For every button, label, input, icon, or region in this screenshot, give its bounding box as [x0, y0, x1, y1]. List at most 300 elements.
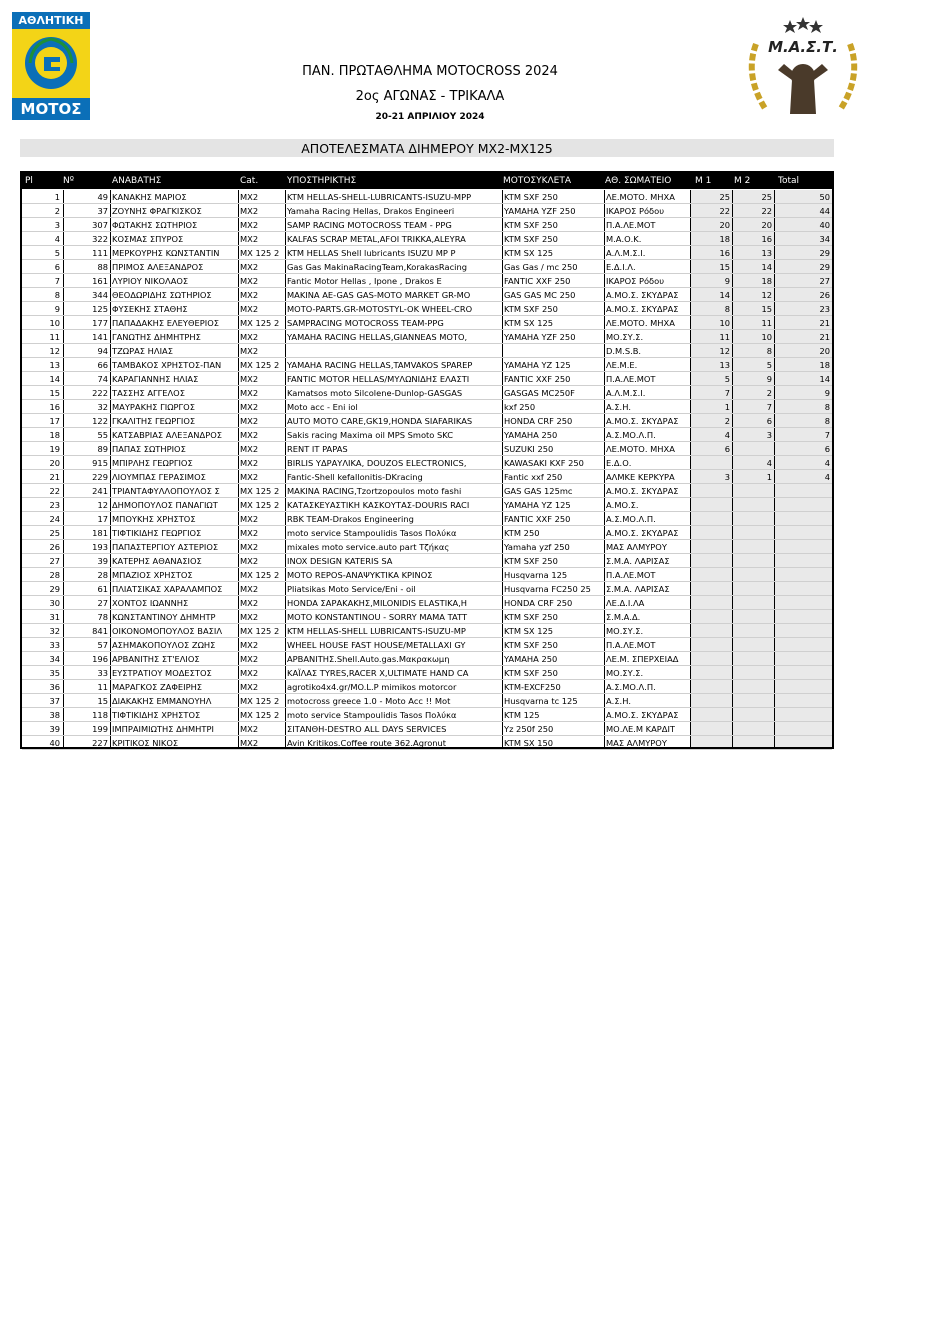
cell-m1: 18 — [719, 234, 730, 244]
cell-club: Α.Σ.Η. — [606, 402, 632, 412]
cell-rider: ΤΖΩΡΑΣ ΗΛΙΑΣ — [112, 346, 173, 356]
col-sponsor: ΥΠΟΣΤΗΡΙΚΤΗΣ — [287, 176, 357, 186]
cell-category: MX2 — [240, 234, 259, 244]
cell-number: 227 — [92, 738, 108, 748]
col-m2: M 2 — [734, 176, 751, 186]
cell-club: Σ.Μ.Α. ΛΑΡΙΣΑΣ — [606, 556, 670, 566]
table-row — [22, 372, 832, 386]
cell-rider: ΜΠΟΥΚΗΣ ΧΡΗΣΤΟΣ — [112, 514, 196, 524]
cell-rider: ΜΠΙΡΛΗΣ ΓΕΩΡΓΙΟΣ — [112, 458, 193, 468]
cell-sponsor: Moto acc - Eni iol — [287, 402, 358, 412]
table-row — [22, 316, 832, 330]
cell-rider: ΠΑΠΑΣ ΣΩΤΗΡΙΟΣ — [112, 444, 186, 454]
cell-number: 915 — [92, 458, 108, 468]
cell-m1: 20 — [719, 220, 730, 230]
cell-category: MX 125 2 — [240, 626, 280, 636]
cell-category: MX2 — [240, 290, 259, 300]
cell-pl: 34 — [49, 654, 60, 664]
cell-rider: ΤΡΙΑΝΤΑΦΥΛΛΟΠΟΥΛΟΣ Σ — [112, 486, 220, 496]
cell-category: MX2 — [240, 738, 259, 748]
cell-total: 23 — [819, 304, 830, 314]
cell-m2: 7 — [766, 402, 772, 412]
cell-sponsor: MAKINA RACING,Tzortzopoulos moto fashi — [287, 486, 462, 496]
cell-sponsor: moto service Stampoulidis Tasos Πολύκα — [287, 528, 457, 538]
cell-club: Π.Α.ΛΕ.ΜΟΤ — [606, 374, 656, 384]
cell-club: Α.ΜΟ.Σ. ΣΚΥΔΡΑΣ — [606, 486, 679, 496]
cell-total: 8 — [824, 416, 830, 426]
cell-pl: 38 — [49, 710, 60, 720]
cell-number: 89 — [97, 444, 108, 454]
cell-m2: 12 — [761, 290, 772, 300]
logo-top-text: ΑΘΛΗΤΙΚΗ — [12, 12, 90, 29]
cell-sponsor: motocross greece 1.0 - Moto Acc !! Mot — [287, 696, 451, 706]
cell-category: MX2 — [240, 192, 259, 202]
cell-number: 12 — [97, 500, 108, 510]
cell-motorcycle: YAMAHA YZF 250 — [504, 206, 576, 216]
cell-category: MX2 — [240, 584, 259, 594]
cell-motorcycle: Husqvarna 125 — [504, 570, 568, 580]
cell-category: MX2 — [240, 640, 259, 650]
cell-club: ΛΕ.Δ.Ι.ΛΑ — [606, 598, 645, 608]
cell-club: Α.ΜΟ.Σ. — [606, 500, 639, 510]
cell-motorcycle: Husqvarna tc 125 — [504, 696, 578, 706]
cell-category: MX2 — [240, 514, 259, 524]
cell-category: MX2 — [240, 528, 259, 538]
cell-total: 50 — [819, 192, 830, 202]
cell-category: MX2 — [240, 612, 259, 622]
table-row — [22, 708, 832, 722]
table-row — [22, 652, 832, 666]
cell-category: MX 125 2 — [240, 360, 280, 370]
col-club: ΑΘ. ΣΩΜΑΤΕΙΟ — [605, 176, 672, 186]
cell-m2: 5 — [766, 360, 772, 370]
cell-pl: 5 — [54, 248, 60, 258]
col-category: Cat. — [240, 176, 259, 186]
cell-club: ΜΟ.ΣΥ.Σ. — [606, 626, 644, 636]
cell-motorcycle: KTM SXF 250 — [504, 640, 558, 650]
cell-club: ΜΑΣ ΑΛΜΥΡΟΥ — [606, 738, 667, 748]
cell-pl: 12 — [49, 346, 60, 356]
cell-m1: 1 — [724, 402, 730, 412]
ams-logo — [12, 12, 90, 120]
cell-club: ΜΑΣ ΑΛΜΥΡΟΥ — [606, 542, 667, 552]
cell-motorcycle: KAWASAKI KXF 250 — [504, 458, 584, 468]
cell-m2: 9 — [766, 374, 772, 384]
cell-rider: ΜΕΡΚΟΥΡΗΣ ΚΩΝΣΤΑΝΤΙΝ — [112, 248, 220, 258]
cell-total: 29 — [819, 248, 830, 258]
cell-number: 196 — [92, 654, 108, 664]
cell-m2: 22 — [761, 206, 772, 216]
cell-category: MX2 — [240, 206, 259, 216]
cell-rider: ΦΩΤΑΚΗΣ ΣΩΤΗΡΙΟΣ — [112, 220, 198, 230]
cell-rider: ΔΙΑΚΑΚΗΣ ΕΜΜΑΝΟΥΗΛ — [112, 696, 212, 706]
cell-m1: 7 — [724, 388, 730, 398]
cell-motorcycle: KTM SX 150 — [504, 738, 554, 748]
cell-number: 161 — [92, 276, 108, 286]
cell-motorcycle: GAS GAS 125mc — [504, 486, 573, 496]
cell-pl: 17 — [49, 416, 60, 426]
cell-total: 4 — [824, 472, 830, 482]
cell-category: MX 125 2 — [240, 318, 280, 328]
cell-rider: ΠΛΙΑΤΣΙΚΑΣ ΧΑΡΑΛΑΜΠΟΣ — [112, 584, 223, 594]
cell-club: ΑΛΜΚΕ ΚΕΡΚΥΡΑ — [606, 472, 675, 482]
cell-category: MX 125 2 — [240, 248, 280, 258]
cell-m1: 12 — [719, 346, 730, 356]
cell-sponsor: Fantic-Shell kefallonitis-DKracing — [287, 472, 423, 482]
cell-motorcycle: KTM SXF 250 — [504, 234, 558, 244]
cell-m1: 14 — [719, 290, 730, 300]
cell-m2: 4 — [766, 458, 772, 468]
cell-club: Π.Α.ΛΕ.ΜΟΤ — [606, 570, 656, 580]
cell-number: 33 — [97, 668, 108, 678]
cell-m2: 14 — [761, 262, 772, 272]
table-row — [22, 512, 832, 526]
table-row — [22, 610, 832, 624]
cell-pl: 3 — [54, 220, 60, 230]
cell-motorcycle: KTM 125 — [504, 710, 540, 720]
col-pl: Pl — [25, 176, 33, 186]
cell-pl: 30 — [49, 598, 60, 608]
cell-rider: ΘΕΟΔΩΡΙΔΗΣ ΣΩΤΗΡΙΟΣ — [112, 290, 212, 300]
table-row — [22, 736, 832, 750]
cell-pl: 28 — [49, 570, 60, 580]
cell-rider: ΟΙΚΟΝΟΜΟΠΟΥΛΟΣ ΒΑΣΙΛ — [112, 626, 223, 636]
table-header — [22, 173, 832, 189]
col-number: Nº — [63, 176, 74, 186]
table-row — [22, 540, 832, 554]
cell-category: MX2 — [240, 542, 259, 552]
cell-pl: 18 — [49, 430, 60, 440]
table-row — [22, 330, 832, 344]
cell-rider: ΤΙΦΤΙΚΙΔΗΣ ΧΡΗΣΤΟΣ — [112, 710, 201, 720]
cell-rider: ΠΑΠΑΣΤΕΡΓΙΟΥ ΑΣΤΕΡΙΟΣ — [112, 542, 219, 552]
race-subtitle: 2ος ΑΓΩΝΑΣ - ΤΡΙΚΑΛΑ — [355, 89, 505, 104]
cell-m2: 3 — [766, 430, 772, 440]
cell-motorcycle: HONDA CRF 250 — [504, 416, 573, 426]
cell-club: Α.Σ.Η. — [606, 696, 632, 706]
col-total: Total — [778, 176, 800, 186]
cell-sponsor: SAMP RACING MOTOCROSS TEAM - PPG — [287, 220, 452, 230]
cell-number: 141 — [92, 332, 108, 342]
cell-club: Π.Α.ΛΕ.ΜΟΤ — [606, 220, 656, 230]
cell-pl: 39 — [49, 724, 60, 734]
cell-pl: 24 — [49, 514, 60, 524]
cell-pl: 35 — [49, 668, 60, 678]
cell-number: 49 — [97, 192, 108, 202]
cell-motorcycle: Yamaha yzf 250 — [504, 542, 570, 552]
table-row — [22, 204, 832, 218]
cell-rider: ΚΑΤΕΡΗΣ ΑΘΑΝΑΣΙΟΣ — [112, 556, 202, 566]
cell-club: Σ.Μ.Α.Δ. — [606, 612, 641, 622]
table-row — [22, 680, 832, 694]
cell-club: Α.Λ.Μ.Σ.Ι. — [606, 388, 646, 398]
table-row — [22, 666, 832, 680]
cell-club: Α.Λ.Μ.Σ.Ι. — [606, 248, 646, 258]
cell-motorcycle: Yz 250f 250 — [504, 724, 554, 734]
cell-club: ΛΕ.Μ.Ε. — [606, 360, 638, 370]
cell-rider: ΠΑΠΑΔΑΚΗΣ ΕΛΕΥΘΕΡΙΟΣ — [112, 318, 219, 328]
cell-sponsor: Avin Kritikos.Coffee route 362.Agronut — [287, 738, 447, 748]
cell-m2: 20 — [761, 220, 772, 230]
cell-number: 27 — [97, 598, 108, 608]
cell-club: Μ.Α.Ο.Κ. — [606, 234, 642, 244]
cell-category: MX2 — [240, 388, 259, 398]
cell-total: 44 — [819, 206, 830, 216]
logo-bottom-text: ΜΟΤΟΣ — [12, 98, 90, 120]
cell-club: Α.ΜΟ.Σ. ΣΚΥΔΡΑΣ — [606, 290, 679, 300]
cell-total: 21 — [819, 332, 830, 342]
cell-rider: ΛΥΡΙΟΥ ΝΙΚΟΛΑΟΣ — [112, 276, 189, 286]
cell-motorcycle: kxf 250 — [504, 402, 536, 412]
cell-total: 8 — [824, 402, 830, 412]
cell-motorcycle: KTM-EXCF250 — [504, 682, 561, 692]
cell-m1: 2 — [724, 416, 730, 426]
table-row — [22, 260, 832, 274]
cell-category: MX2 — [240, 332, 259, 342]
cell-motorcycle: Husqvarna FC250 25 — [504, 584, 591, 594]
cell-motorcycle: KTM SX 125 — [504, 318, 554, 328]
cell-number: 78 — [97, 612, 108, 622]
cell-total: 20 — [819, 346, 830, 356]
cell-motorcycle: Gas Gas / mc 250 — [504, 262, 578, 272]
cell-number: 61 — [97, 584, 108, 594]
cell-sponsor: SAMPRACING MOTOCROSS TEAM-PPG — [287, 318, 444, 328]
cell-m1: 25 — [719, 192, 730, 202]
cell-number: 307 — [92, 220, 108, 230]
table-row — [22, 288, 832, 302]
cell-total: 29 — [819, 262, 830, 272]
cell-number: 322 — [92, 234, 108, 244]
cell-club: Α.Σ.ΜΟ.Λ.Π. — [606, 430, 656, 440]
cell-motorcycle: YAMAHA YZ 125 — [504, 360, 571, 370]
cell-category: MX2 — [240, 220, 259, 230]
cell-sponsor: ΑΡΒΑΝΙΤΗΣ.Shell.Auto.gas.Μακρακωμη — [287, 654, 450, 664]
cell-club: Α.ΜΟ.Σ. ΣΚΥΔΡΑΣ — [606, 416, 679, 426]
table-row — [22, 302, 832, 316]
table-row — [22, 232, 832, 246]
cell-rider: ΚΑΤΣΑΒΡΙΑΣ ΑΛΕΞΑΝΔΡΟΣ — [112, 430, 222, 440]
cell-sponsor: agrotiko4x4.gr/MO.L.P mimikos motorcor — [287, 682, 457, 692]
cell-rider: ΜΑΡΑΓΚΟΣ ΖΑΦΕΙΡΗΣ — [112, 682, 203, 692]
cell-category: MX2 — [240, 262, 259, 272]
cell-number: 11 — [97, 682, 108, 692]
cell-number: 193 — [92, 542, 108, 552]
cell-category: MX2 — [240, 402, 259, 412]
cell-sponsor: MAKINA AE-GAS GAS-MOTO MARKET GR-MO — [287, 290, 471, 300]
table-row — [22, 470, 832, 484]
cell-total: 27 — [819, 276, 830, 286]
mast-logo — [738, 14, 868, 132]
cell-motorcycle: KTM SXF 250 — [504, 220, 558, 230]
table-row — [22, 722, 832, 736]
championship-title: ΠΑΝ. ΠΡΩΤΑΘΛΗΜΑ MOTOCROSS 2024 — [302, 64, 558, 79]
cell-rider: ΑΣΗΜΑΚΟΠΟΥΛΟΣ ΖΩΗΣ — [112, 640, 216, 650]
cell-m2: 1 — [766, 472, 772, 482]
cell-total: 34 — [819, 234, 830, 244]
cell-category: MX 125 2 — [240, 486, 280, 496]
table-row — [22, 638, 832, 652]
cell-total: 21 — [819, 318, 830, 328]
cell-number: 39 — [97, 556, 108, 566]
cell-pl: 21 — [49, 472, 60, 482]
table-row — [22, 386, 832, 400]
cell-motorcycle: KTM 250 — [504, 528, 540, 538]
cell-motorcycle: FANTIC XXF 250 — [504, 514, 571, 524]
mast-logo-text: Μ.Α.Σ.Τ. — [768, 38, 838, 56]
cell-number: 94 — [97, 346, 108, 356]
cell-sponsor: AUTO MOTO CARE,GK19,HONDA SIAFARIKAS — [287, 416, 473, 426]
cell-category: MX2 — [240, 724, 259, 734]
cell-rider: ΙΜΠΡΑΙΜΙΩΤΗΣ ΔΗΜΗΤΡΙ — [112, 724, 214, 734]
cell-number: 222 — [92, 388, 108, 398]
cell-club: Α.Σ.ΜΟ.Λ.Π. — [606, 682, 656, 692]
cell-motorcycle: GAS GAS MC 250 — [504, 290, 576, 300]
cell-sponsor: YAMAHA RACING HELLAS,GIANNEAS MOTO, — [287, 332, 468, 342]
cell-motorcycle: YAMAHA YZ 125 — [504, 500, 571, 510]
cell-motorcycle: FANTIC XXF 250 — [504, 374, 571, 384]
table-row — [22, 218, 832, 232]
table-row — [22, 568, 832, 582]
cell-m2: 18 — [761, 276, 772, 286]
table-row — [22, 274, 832, 288]
cell-motorcycle: KTM SXF 250 — [504, 192, 558, 202]
cell-pl: 2 — [54, 206, 60, 216]
cell-motorcycle: FANTIC XXF 250 — [504, 276, 571, 286]
cell-pl: 40 — [49, 738, 60, 748]
cell-pl: 32 — [49, 626, 60, 636]
cell-sponsor: KTM HELLAS Shell lubricants ISUZU MP P — [287, 248, 456, 258]
cell-pl: 15 — [49, 388, 60, 398]
cell-sponsor: MOTO KONSTANTINOU - SORRY MAMA TATT — [287, 612, 468, 622]
cell-club: Σ.Μ.Α. ΛΑΡΙΣΑΣ — [606, 584, 670, 594]
cell-category: MX 125 2 — [240, 696, 280, 706]
cell-category: MX2 — [240, 472, 259, 482]
table-row — [22, 428, 832, 442]
cell-rider: ΚΡΙΤΙΚΟΣ ΝΙΚΟΣ — [112, 738, 179, 748]
table-row — [22, 484, 832, 498]
cell-club: ΛΕ.ΜΟΤΟ. ΜΗΧΑ — [606, 192, 675, 202]
cell-rider: ΚΟΣΜΑΣ ΣΠΥΡΟΣ — [112, 234, 184, 244]
cell-club: ΜΟ.ΛΕ.Μ ΚΑΡΔΙΤ — [606, 724, 675, 734]
cell-club: Α.Σ.ΜΟ.Λ.Π. — [606, 514, 656, 524]
cell-club: ΜΟ.ΣΥ.Σ. — [606, 668, 644, 678]
cell-sponsor: WHEEL HOUSE FAST HOUSE/METALLAXI GY — [287, 640, 466, 650]
cell-pl: 10 — [49, 318, 60, 328]
cell-pl: 31 — [49, 612, 60, 622]
cell-total: 18 — [819, 360, 830, 370]
cell-number: 74 — [97, 374, 108, 384]
cell-pl: 4 — [54, 234, 60, 244]
cell-rider: ΛΙΟΥΜΠΑΣ ΓΕΡΑΣΙΜΟΣ — [112, 472, 206, 482]
logo-emblem-icon — [20, 33, 82, 93]
cell-motorcycle: HONDA CRF 250 — [504, 598, 573, 608]
cell-rider: ΤΑΣΣΗΣ ΑΓΓΕΛΟΣ — [112, 388, 185, 398]
cell-rider: ΚΑΝΑΚΗΣ ΜΑΡΙΟΣ — [112, 192, 187, 202]
cell-sponsor: BIRLIS ΥΔΡΑΥΛΙΚΑ, DOUZOS ELECTRONICS, — [287, 458, 467, 468]
cell-total: 6 — [824, 444, 830, 454]
cell-motorcycle: KTM SX 125 — [504, 248, 554, 258]
cell-m1: 3 — [724, 472, 730, 482]
cell-sponsor: moto service Stampoulidis Tasos Πολύκα — [287, 710, 457, 720]
cell-category: MX 125 2 — [240, 570, 280, 580]
cell-number: 841 — [92, 626, 108, 636]
cell-pl: 36 — [49, 682, 60, 692]
results-table — [20, 171, 834, 749]
cell-m1: 10 — [719, 318, 730, 328]
cell-rider: ΔΗΜΟΠΟΥΛΟΣ ΠΑΝΑΓΙΩΤ — [112, 500, 218, 510]
cell-pl: 26 — [49, 542, 60, 552]
cell-number: 229 — [92, 472, 108, 482]
cell-pl: 13 — [49, 360, 60, 370]
cell-rider: ΚΩΝΣΤΑΝΤΙΝΟΥ ΔΗΜΗΤΡ — [112, 612, 216, 622]
cell-m2: 2 — [766, 388, 772, 398]
cell-sponsor: INOX DESIGN KATERIS SA — [287, 556, 393, 566]
cell-category: MX2 — [240, 668, 259, 678]
cell-m1: 22 — [719, 206, 730, 216]
cell-pl: 27 — [49, 556, 60, 566]
cell-category: MX2 — [240, 598, 259, 608]
cell-sponsor: Gas Gas MakinaRacingTeam,KorakasRacing — [287, 262, 467, 272]
cell-club: ΙΚΑΡΟΣ Ρόδου — [606, 276, 665, 286]
cell-club: Π.Α.ΛΕ.ΜΟΤ — [606, 640, 656, 650]
cell-m1: 11 — [719, 332, 730, 342]
cell-category: MX 125 2 — [240, 710, 280, 720]
cell-sponsor: ΣΙΤΑΝΘΗ-DESTRO ALL DAYS SERVICES — [287, 724, 447, 734]
cell-pl: 14 — [49, 374, 60, 384]
cell-club: Α.ΜΟ.Σ. ΣΚΥΔΡΑΣ — [606, 710, 679, 720]
cell-sponsor: ΚΑΤΑΣΚΕΥΑΣΤΙΚΗ ΚΑΣΚΟΥΤΑΣ-DOURIS RACI — [287, 500, 470, 510]
cell-rider: ΠΡΙΜΟΣ ΑΛΕΞΑΝΔΡΟΣ — [112, 262, 204, 272]
table-row — [22, 358, 832, 372]
cell-rider: ΓΚΑΛΙΤΗΣ ΓΕΩΡΓΙΟΣ — [112, 416, 196, 426]
cell-total: 9 — [824, 388, 830, 398]
cell-rider: ΖΟΥΝΗΣ ΦΡΑΓΚΙΣΚΟΣ — [112, 206, 202, 216]
cell-motorcycle: Fantic xxf 250 — [504, 472, 563, 482]
cell-sponsor: YAMAHA RACING HELLAS,TAMVAKOS SPAREP — [287, 360, 473, 370]
cell-pl: 29 — [49, 584, 60, 594]
cell-number: 241 — [92, 486, 108, 496]
cell-motorcycle: KTM SXF 250 — [504, 612, 558, 622]
col-m1: M 1 — [695, 176, 712, 186]
cell-sponsor: Pliatsikas Moto Service/Eni - oil — [287, 584, 416, 594]
cell-number: 125 — [92, 304, 108, 314]
cell-number: 15 — [97, 696, 108, 706]
table-body — [22, 190, 832, 750]
table-row — [22, 400, 832, 414]
cell-number: 118 — [92, 710, 108, 720]
cell-club: Α.ΜΟ.Σ. ΣΚΥΔΡΑΣ — [606, 304, 679, 314]
cell-sponsor: Sakis racing Maxima oil MPS Smoto SKC — [287, 430, 454, 440]
cell-club: ΛΕ.ΜΟΤΟ. ΜΗΧΑ — [606, 444, 675, 454]
cell-category: MX2 — [240, 556, 259, 566]
cell-number: 177 — [92, 318, 108, 328]
cell-rider: ΚΑΡΑΓΙΑΝΝΗΣ ΗΛΙΑΣ — [112, 374, 199, 384]
table-row — [22, 596, 832, 610]
cell-number: 344 — [92, 290, 108, 300]
cell-pl: 22 — [49, 486, 60, 496]
cell-m2: 15 — [761, 304, 772, 314]
cell-category: MX2 — [240, 654, 259, 664]
cell-number: 122 — [92, 416, 108, 426]
cell-category: MX2 — [240, 444, 259, 454]
cell-total: 4 — [824, 458, 830, 468]
cell-number: 181 — [92, 528, 108, 538]
cell-rider: ΜΠΑΖΙΟΣ ΧΡΗΣΤΟΣ — [112, 570, 193, 580]
table-row — [22, 694, 832, 708]
cell-m2: 8 — [766, 346, 772, 356]
race-date: 20-21 ΑΠΡΙΛΙΟΥ 2024 — [375, 112, 485, 122]
cell-category: MX2 — [240, 276, 259, 286]
